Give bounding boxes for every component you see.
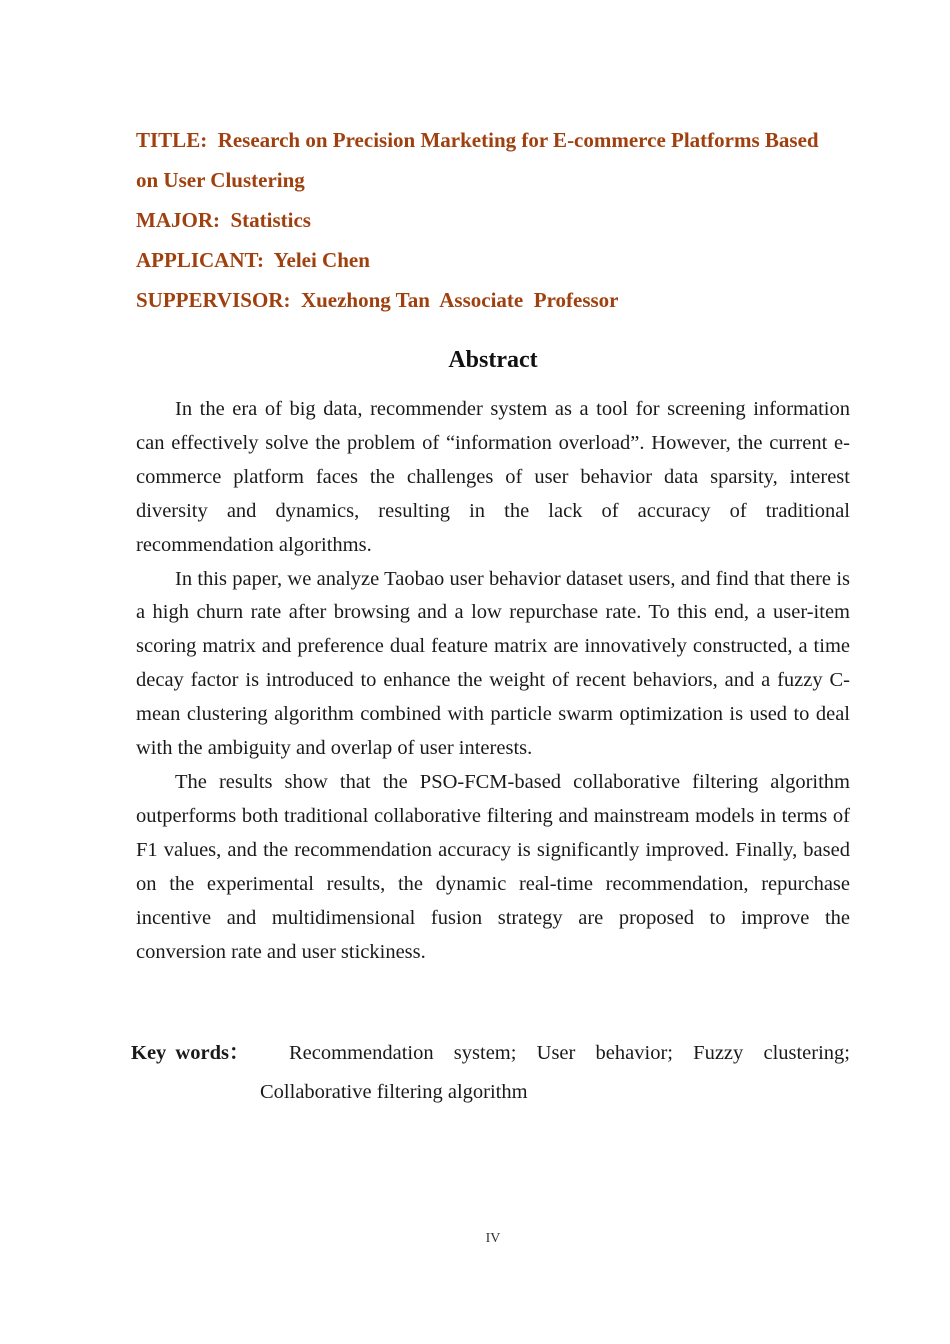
title-line-2: on User Clustering [136, 168, 305, 192]
abstract-heading: Abstract [448, 347, 538, 373]
abstract-paragraph-1: In the era of big data, recommender system as a tool for screening information can effectively solve the problem of “information overload”. However, the current e-commerce platform faces the challenges of user behavior data sparsity, interest diversity and dynamics, resulting in the lack of accuracy of traditional recommendation algorithms. [136, 398, 850, 556]
keywords-text-2: Collaborative filtering algorithm [260, 1081, 528, 1103]
page-number: IV [485, 1231, 501, 1246]
supervisor-line: SUPPERVISOR: Xuezhong Tan Associate Professor [136, 288, 619, 312]
keywords-text-1: Recommendation system; User behavior; Fuzzy clustering; [289, 1042, 850, 1064]
keywords-block [131, 1034, 850, 1112]
applicant-line: APPLICANT: Yelei Chen [136, 248, 370, 272]
thesis-header [136, 120, 852, 320]
keywords-line-1 [131, 1034, 850, 1073]
abstract-body [136, 393, 850, 969]
title-line-1: TITLE: Research on Precision Marketing for E-commerce Platforms Based [136, 128, 819, 152]
abstract-paragraph-3: The results show that the PSO-FCM-based collaborative filtering algorithm outperforms both traditional collaborative filtering and mainstream models in terms of F1 values, and the recommendation accuracy is significantly improved. Finally, based on the experimental results, the dynamic real-time recommendation, repurchase incentive and multidimensional fusion strategy are proposed to improve the conversion rate and user stickiness. [136, 770, 850, 963]
keywords-label: Key words： [131, 1042, 250, 1064]
major-line: MAJOR: Statistics [136, 208, 311, 232]
abstract-paragraph-2: In this paper, we analyze Taobao user behavior dataset users, and find that there is a high churn rate after browsing and a low repurchase rate. To this end, a user-item scoring matrix and preference dual feature matrix are innovatively constructed, a time decay factor is introduced to enhance the weight of recent behaviors, and a fuzzy C-mean clustering algorithm combined with particle swarm optimization is used to deal with the ambiguity and overlap of user interests. [136, 567, 850, 760]
